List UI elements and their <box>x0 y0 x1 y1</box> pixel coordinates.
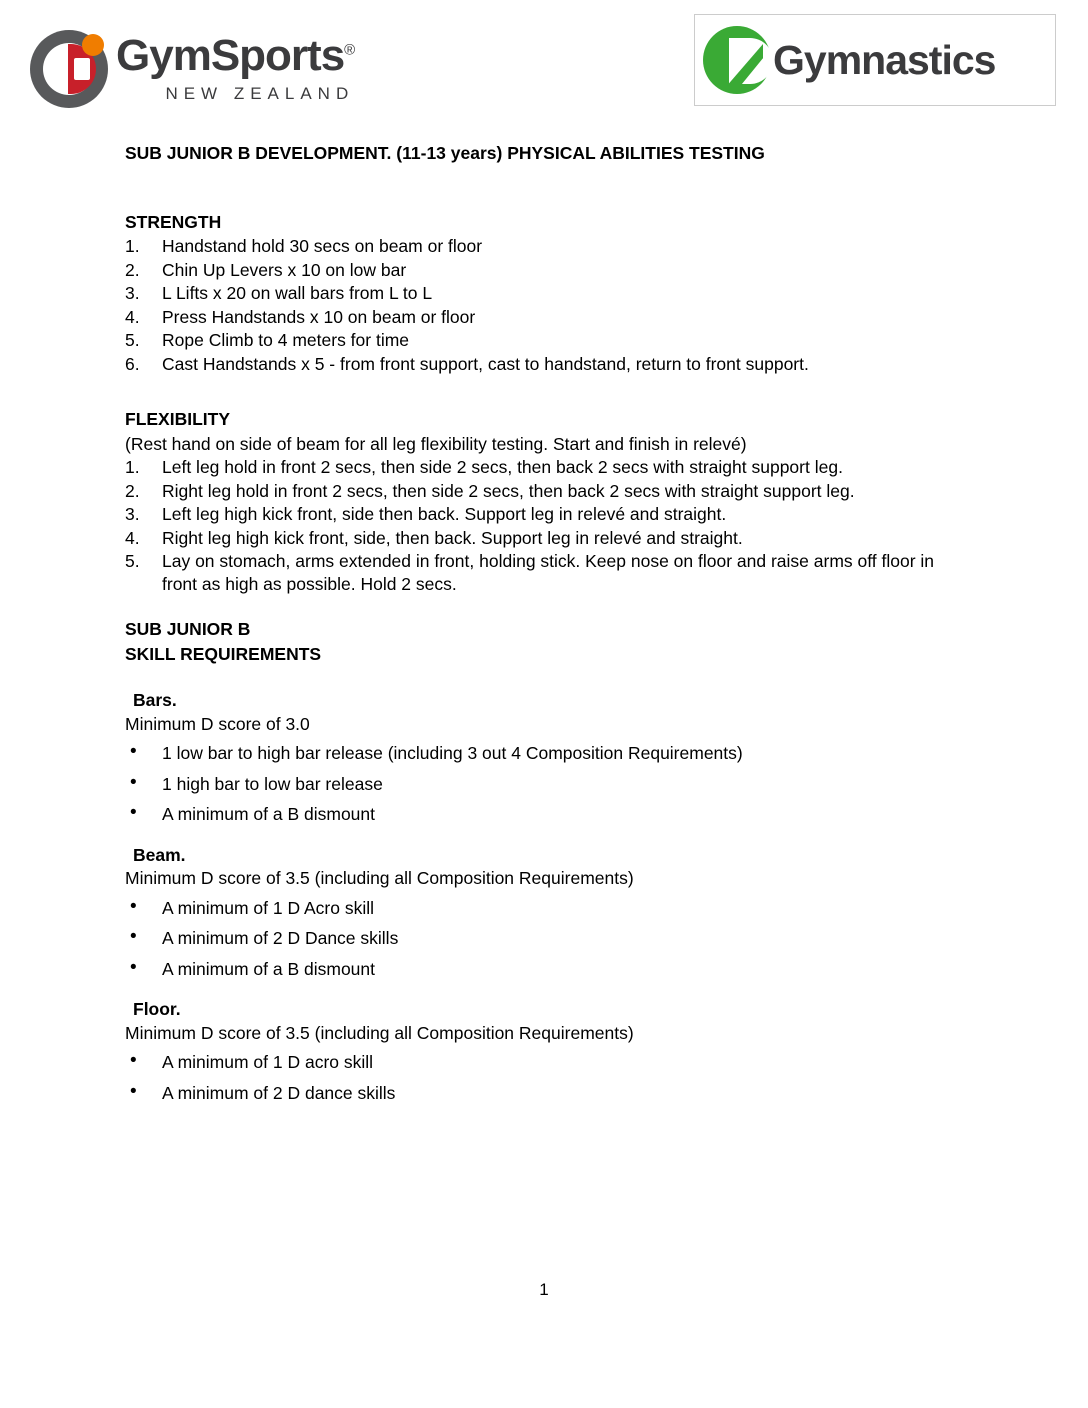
floor-score-line: Minimum D score of 3.5 (including all Composition Requirements) <box>125 1022 634 1043</box>
bullet-icon: • <box>130 1080 137 1102</box>
bullet-icon: • <box>130 1050 137 1071</box>
list-item <box>125 456 965 479</box>
list-item <box>125 235 965 258</box>
list-number: 1. <box>125 457 140 477</box>
gymnastics-logo <box>694 14 1056 106</box>
list-number: 3. <box>125 504 140 524</box>
gymnastics-leaf-icon <box>703 26 771 94</box>
list-text: Handstand hold 30 secs on beam or floor <box>162 236 483 256</box>
list-text: Left leg hold in front 2 secs, then side 2 secs, then back 2 secs with straight support leg. <box>162 457 843 477</box>
list-item <box>125 480 965 503</box>
list-item <box>125 353 965 376</box>
bars-bullet-list <box>125 742 965 826</box>
bars-score-line: Minimum D score of 3.0 <box>125 713 310 734</box>
document-header <box>0 0 1088 130</box>
list-text: Right leg hold in front 2 secs, then side 2 secs, then back 2 secs with straight support leg. <box>162 480 855 501</box>
list-item <box>125 550 965 595</box>
flexibility-note: (Rest hand on side of beam for all leg flexibility testing. Start and finish in relevé) <box>125 433 747 454</box>
strength-heading: STRENGTH <box>125 211 222 232</box>
list-number: 1. <box>125 236 140 256</box>
bullet-icon: • <box>130 956 137 978</box>
beam-score-line: Minimum D score of 3.5 (including all Composition Requirements) <box>125 868 634 888</box>
skills-heading-line1: SUB JUNIOR B <box>125 619 251 639</box>
list-number: 4. <box>125 306 140 327</box>
list-text: A minimum of a B dismount <box>162 958 375 979</box>
list-number: 2. <box>125 259 140 280</box>
beam-heading: Beam. <box>133 844 186 865</box>
gymnastics-name: Gymnastics <box>773 36 996 83</box>
list-item <box>125 927 965 950</box>
list-text: A minimum of 1 D Acro skill <box>162 897 374 918</box>
list-item <box>125 1082 965 1105</box>
list-text: 1 low bar to high bar release (including 3 out 4 Composition Requirements) <box>162 743 743 763</box>
gymsports-name: GymSports <box>116 31 345 80</box>
bullet-icon: • <box>130 926 137 947</box>
list-item <box>125 897 965 920</box>
list-text: 1 high bar to low bar release <box>162 773 383 794</box>
list-item <box>125 1051 965 1074</box>
floor-bullet-list <box>125 1051 965 1104</box>
list-item <box>125 503 965 526</box>
list-item <box>125 329 965 352</box>
document-body <box>125 142 965 1112</box>
floor-heading: Floor. <box>133 999 181 1019</box>
list-item <box>125 527 965 550</box>
list-number: 6. <box>125 353 140 374</box>
beam-bullet-list <box>125 897 965 981</box>
list-text: Press Handstands x 10 on beam or floor <box>162 306 476 327</box>
list-number: 2. <box>125 480 140 501</box>
page-title: SUB JUNIOR B DEVELOPMENT. (11-13 years) PHYSICAL ABILITIES TESTING <box>125 143 765 163</box>
list-number: 5. <box>125 330 140 350</box>
list-number: 3. <box>125 283 140 303</box>
list-item <box>125 259 965 282</box>
list-text: L Lifts x 20 on wall bars from L to L <box>162 283 433 303</box>
registered-mark: ® <box>344 41 355 59</box>
bullet-icon: • <box>130 802 137 823</box>
bullet-icon: • <box>130 741 137 762</box>
list-item <box>125 742 965 765</box>
bullet-icon: • <box>130 771 137 793</box>
list-item <box>125 958 965 981</box>
list-text: A minimum of 2 D dance skills <box>162 1082 396 1103</box>
list-text: Left leg high kick front, side then back. Support leg in relevé and straight. <box>162 504 727 524</box>
list-item <box>125 773 965 796</box>
list-text: Cast Handstands x 5 - from front support, cast to handstand, return to front support. <box>162 353 809 374</box>
list-number: 4. <box>125 527 140 548</box>
list-text: A minimum of 2 D Dance skills <box>162 928 399 948</box>
bullet-icon: • <box>130 895 137 917</box>
list-text: Right leg high kick front, side, then back. Support leg in relevé and straight. <box>162 527 743 548</box>
gymsports-logo <box>30 30 354 108</box>
list-number: 5. <box>125 551 140 571</box>
gymsports-subtitle: NEW ZEALAND <box>165 84 355 103</box>
flexibility-heading: FLEXIBILITY <box>125 409 230 429</box>
page-number: 1 <box>539 1280 549 1299</box>
list-text: Rope Climb to 4 meters for time <box>162 330 410 350</box>
gymsports-logo-icon <box>30 30 108 108</box>
list-item <box>125 306 965 329</box>
list-item <box>125 803 965 826</box>
strength-list <box>125 235 965 375</box>
bars-heading: Bars. <box>133 690 177 710</box>
list-item <box>125 282 965 305</box>
flexibility-list <box>125 456 965 595</box>
gymsports-wordmark <box>116 31 355 104</box>
list-text: A minimum of a B dismount <box>162 804 375 824</box>
skills-heading-line2: SKILL REQUIREMENTS <box>125 643 322 664</box>
list-text: Chin Up Levers x 10 on low bar <box>162 259 407 280</box>
list-text: Lay on stomach, arms extended in front, holding stick. Keep nose on floor and raise arms off floor in front as high as possible. Hold 2 secs. <box>162 551 935 594</box>
list-text: A minimum of 1 D acro skill <box>162 1052 374 1072</box>
